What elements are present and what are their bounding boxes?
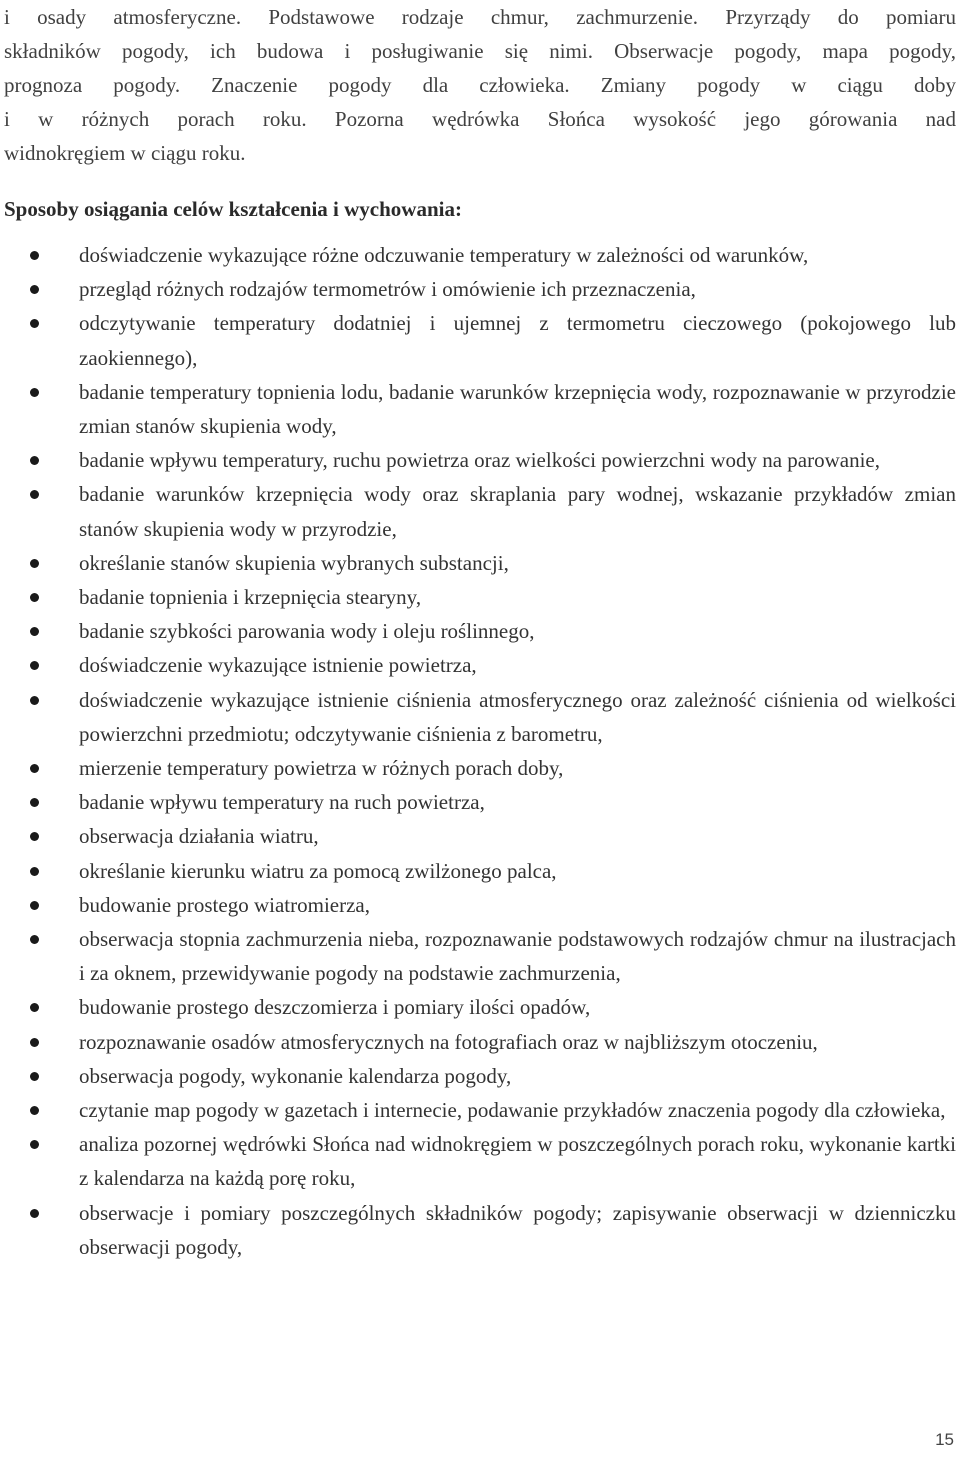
- list-item: [0, 922, 960, 990]
- list-item-text: badanie wpływu temperatury, ruchu powietrza oraz wielkości powierzchni wody na parowanie,: [79, 448, 881, 473]
- list-item: [0, 1025, 960, 1059]
- bullet-icon: [30, 388, 39, 397]
- bullet-icon: [30, 285, 39, 294]
- bullet-icon: [30, 456, 39, 465]
- list-item: [0, 477, 960, 545]
- list-item-text: obserwacja działania wiatru,: [79, 824, 319, 849]
- list-item: [0, 375, 960, 443]
- list-item: [0, 785, 960, 819]
- intro-paragraph: [4, 0, 956, 170]
- section-heading: Sposoby osiągania celów kształcenia i wychowania:: [4, 197, 462, 221]
- bullet-icon: [30, 1003, 39, 1012]
- bullet-icon: [30, 901, 39, 910]
- intro-line: prognoza pogody. Znaczenie pogody dla człowieka. Zmiany pogody w ciągu doby: [4, 73, 956, 97]
- list-item-text: badanie topnienia i krzepnięcia stearyny,: [79, 585, 422, 610]
- list-item-text: badanie wpływu temperatury na ruch powietrza,: [79, 790, 485, 815]
- bullet-icon: [30, 1140, 39, 1149]
- list-item-text: badanie temperatury topnienia lodu, badanie warunków krzepnięcia wody, rozpoznawanie w przyrodzie zmian stanów skupienia wody,: [79, 379, 956, 439]
- list-item: [0, 648, 960, 682]
- list-item: [0, 1127, 960, 1195]
- list-item: [0, 238, 960, 272]
- list-item: [0, 580, 960, 614]
- list-item: [0, 546, 960, 580]
- list-item-text: określanie stanów skupienia wybranych substancji,: [79, 550, 509, 575]
- bullet-icon: [30, 251, 39, 260]
- bullet-icon: [30, 319, 39, 328]
- list-item: [0, 819, 960, 853]
- list-item-text: badanie warunków krzepnięcia wody oraz skraplania pary wodnej, wskazanie przykładów zmian stanów skupienia wody w przyrodzie,: [79, 482, 956, 541]
- bullet-icon: [30, 627, 39, 636]
- intro-line: składników pogody, ich budowa i posługiwanie się nimi. Obserwacje pogody, mapa pogody,: [4, 39, 956, 63]
- list-item: [0, 854, 960, 888]
- intro-line: i w różnych porach roku. Pozorna wędrówka Słońca wysokość jego górowania nad: [4, 107, 956, 131]
- list-item-text: doświadczenie wykazujące istnienie powietrza,: [79, 653, 477, 678]
- list-item-text: budowanie prostego wiatromierza,: [79, 892, 370, 917]
- bullet-icon: [30, 661, 39, 670]
- list-item-text: przegląd różnych rodzajów termometrów i omówienie ich przeznaczenia,: [79, 277, 696, 302]
- bullet-icon: [30, 1072, 39, 1081]
- list-item: [0, 443, 960, 477]
- list-item: [0, 1059, 960, 1093]
- list-item-text: obserwacja pogody, wykonanie kalendarza pogody,: [79, 1063, 512, 1088]
- list-item: [0, 990, 960, 1024]
- list-item-text: odczytywanie temperatury dodatniej i ujemnej z termometru cieczowego (pokojowego lub zaokiennego),: [79, 311, 956, 370]
- bullet-icon: [30, 764, 39, 773]
- bullet-icon: [30, 935, 39, 944]
- list-item: [0, 683, 960, 751]
- intro-line: widnokręgiem w ciągu roku.: [4, 141, 246, 165]
- list-item: [0, 1093, 960, 1127]
- list-item-text: doświadczenie wykazujące różne odczuwanie temperatury w zależności od warunków,: [79, 243, 809, 267]
- intro-line: i osady atmosferyczne. Podstawowe rodzaje chmur, zachmurzenie. Przyrządy do pomiaru: [4, 5, 956, 29]
- list-item-text: obserwacje i pomiary poszczególnych składników pogody; zapisywanie obserwacji w dzienniczku obserwacji pogody,: [79, 1200, 956, 1259]
- list-item-text: określanie kierunku wiatru za pomocą zwilżonego palca,: [79, 858, 557, 883]
- bullet-icon: [30, 1038, 39, 1047]
- page-number: 15: [935, 1430, 954, 1449]
- list-item-text: czytanie map pogody w gazetach i internecie, podawanie przykładów znaczenia pogody dla człowieka,: [79, 1098, 946, 1123]
- list-item: [0, 614, 960, 648]
- bullet-icon: [30, 593, 39, 602]
- list-item-text: obserwacja stopnia zachmurzenia nieba, rozpoznawanie podstawowych rodzajów chmur na ilustracjach i za oknem, przewidywanie pogody na podstawie zachmurzenia,: [79, 927, 956, 986]
- list-item: [0, 306, 960, 374]
- list-item: [0, 1196, 960, 1264]
- list-item-text: mierzenie temperatury powietrza w różnych porach doby,: [79, 756, 564, 781]
- list-item-text: badanie szybkości parowania wody i oleju roślinnego,: [79, 619, 535, 644]
- bullet-list: [0, 238, 960, 1264]
- bullet-icon: [30, 832, 39, 841]
- bullet-icon: [30, 798, 39, 807]
- bullet-icon: [30, 490, 39, 499]
- bullet-icon: [30, 696, 39, 705]
- bullet-icon: [30, 1106, 39, 1115]
- bullet-icon: [30, 867, 39, 876]
- bullet-icon: [30, 1209, 39, 1218]
- list-item: [0, 272, 960, 306]
- list-item: [0, 751, 960, 785]
- list-item-text: rozpoznawanie osadów atmosferycznych na fotografiach oraz w najbliższym otoczeniu,: [79, 1029, 818, 1054]
- list-item-text: budowanie prostego deszczomierza i pomiary ilości opadów,: [79, 995, 591, 1020]
- list-item-text: analiza pozornej wędrówki Słońca nad widnokręgiem w poszczególnych porach roku, wykonanie kartki z kalendarza na każdą porę roku,: [79, 1132, 956, 1191]
- bullet-icon: [30, 559, 39, 568]
- list-item-text: doświadczenie wykazujące istnienie ciśnienia atmosferycznego oraz zależność ciśnienia od wielkości powierzchni przedmiotu; odczytywanie ciśnienia z barometru,: [79, 687, 956, 746]
- list-item: [0, 888, 960, 922]
